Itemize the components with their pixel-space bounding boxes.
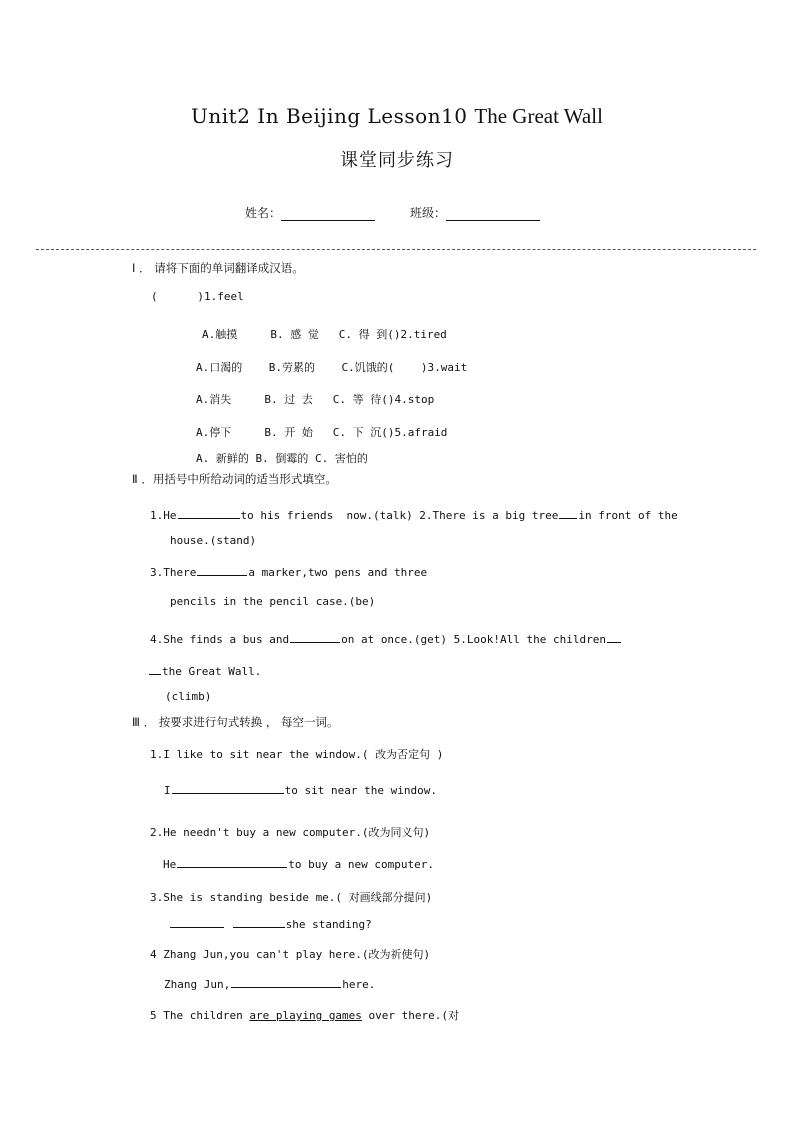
page-subtitle: 课堂同步练习: [340, 150, 454, 171]
s2-q2-blank[interactable]: [559, 507, 577, 519]
s3-q4: 4 Zhang Jun,you can't play here.(改为祈使句): [150, 948, 431, 961]
s3-q2-blank[interactable]: [177, 856, 287, 868]
s2-line-4: pencils in the pencil case.(be): [170, 595, 376, 608]
section-3-heading: Ⅲ ． 按要求进行句式转换 ， 每空一词。: [132, 715, 339, 729]
s1-line-5: A.停下 B. 开 始 C. 下 沉()5.afraid: [196, 426, 448, 439]
section-1-heading: Ⅰ ． 请将下面的单词翻译成汉语。: [132, 261, 304, 275]
s3-q4-answer: Zhang Jun, here.: [164, 978, 376, 991]
s3-q2-answer: He to buy a new computer.: [163, 858, 434, 871]
name-label: 姓名：: [245, 206, 282, 220]
page-title: [0, 104, 794, 129]
class-label: 班级：: [410, 206, 447, 220]
s3-q4-blank[interactable]: [231, 976, 341, 988]
s2-line-6: the Great Wall.: [148, 663, 261, 678]
s2-line-3: 3.There a marker,two pens and three: [150, 566, 428, 579]
s1-line-6: A. 新鲜的 B. 倒霉的 C. 害怕的: [196, 452, 368, 465]
s2-q5-blank-b[interactable]: [149, 663, 161, 675]
name-field[interactable]: [245, 204, 375, 221]
s2-line-2: house.(stand): [170, 534, 257, 547]
s1-line-3: A.口渴的 B.劳累的 C.饥饿的( )3.wait: [196, 361, 468, 374]
title-unit: Unit2 In Beijing Lesson10: [191, 104, 475, 128]
s2-q1-blank[interactable]: [178, 507, 240, 519]
s3-q2: 2.He needn't buy a new computer.(改为同义句): [150, 826, 431, 839]
s3-q5-underlined: are playing games: [249, 1009, 362, 1022]
s3-q1-answer: I to sit near the window.: [164, 784, 437, 797]
s2-line-7: (climb): [165, 690, 212, 703]
s3-q3: 3.She is standing beside me.( 对画线部分提问): [150, 891, 433, 904]
s2-q3-blank[interactable]: [197, 564, 247, 576]
s1-line-2: A.触摸 B. 感 觉 C. 得 到()2.tired: [202, 328, 447, 341]
class-field[interactable]: [410, 204, 540, 221]
s2-line-1: 1.He to his friends now.(talk) 2.There is a big tree in front of the: [150, 509, 678, 522]
s3-q1-blank[interactable]: [172, 782, 284, 794]
s1-line-1: ( )1.feel: [151, 290, 244, 303]
class-blank[interactable]: [446, 207, 540, 221]
name-blank[interactable]: [281, 207, 375, 221]
s2-q4-blank[interactable]: [290, 631, 340, 643]
s2-q5-blank-a[interactable]: [607, 631, 621, 643]
s3-q3-blank-a[interactable]: [170, 916, 224, 928]
dashed-divider: [36, 249, 756, 250]
s3-q3-blank-b[interactable]: [233, 916, 285, 928]
s3-q5: 5 The children are playing games over there.(对: [150, 1009, 460, 1022]
s2-line-5: 4.She finds a bus and on at once.(get) 5.Look!All the children: [150, 631, 622, 646]
s1-line-4: A.消失 B. 过 去 C. 等 待()4.stop: [196, 393, 435, 406]
section-2-heading: Ⅱ ．用括号中所给动词的适当形式填空。: [132, 472, 337, 486]
s3-q3-answer: she standing?: [169, 916, 372, 931]
s3-q1: 1.I like to sit near the window.( 改为否定句 ): [150, 748, 444, 761]
title-lesson: The Great Wall: [474, 104, 603, 128]
